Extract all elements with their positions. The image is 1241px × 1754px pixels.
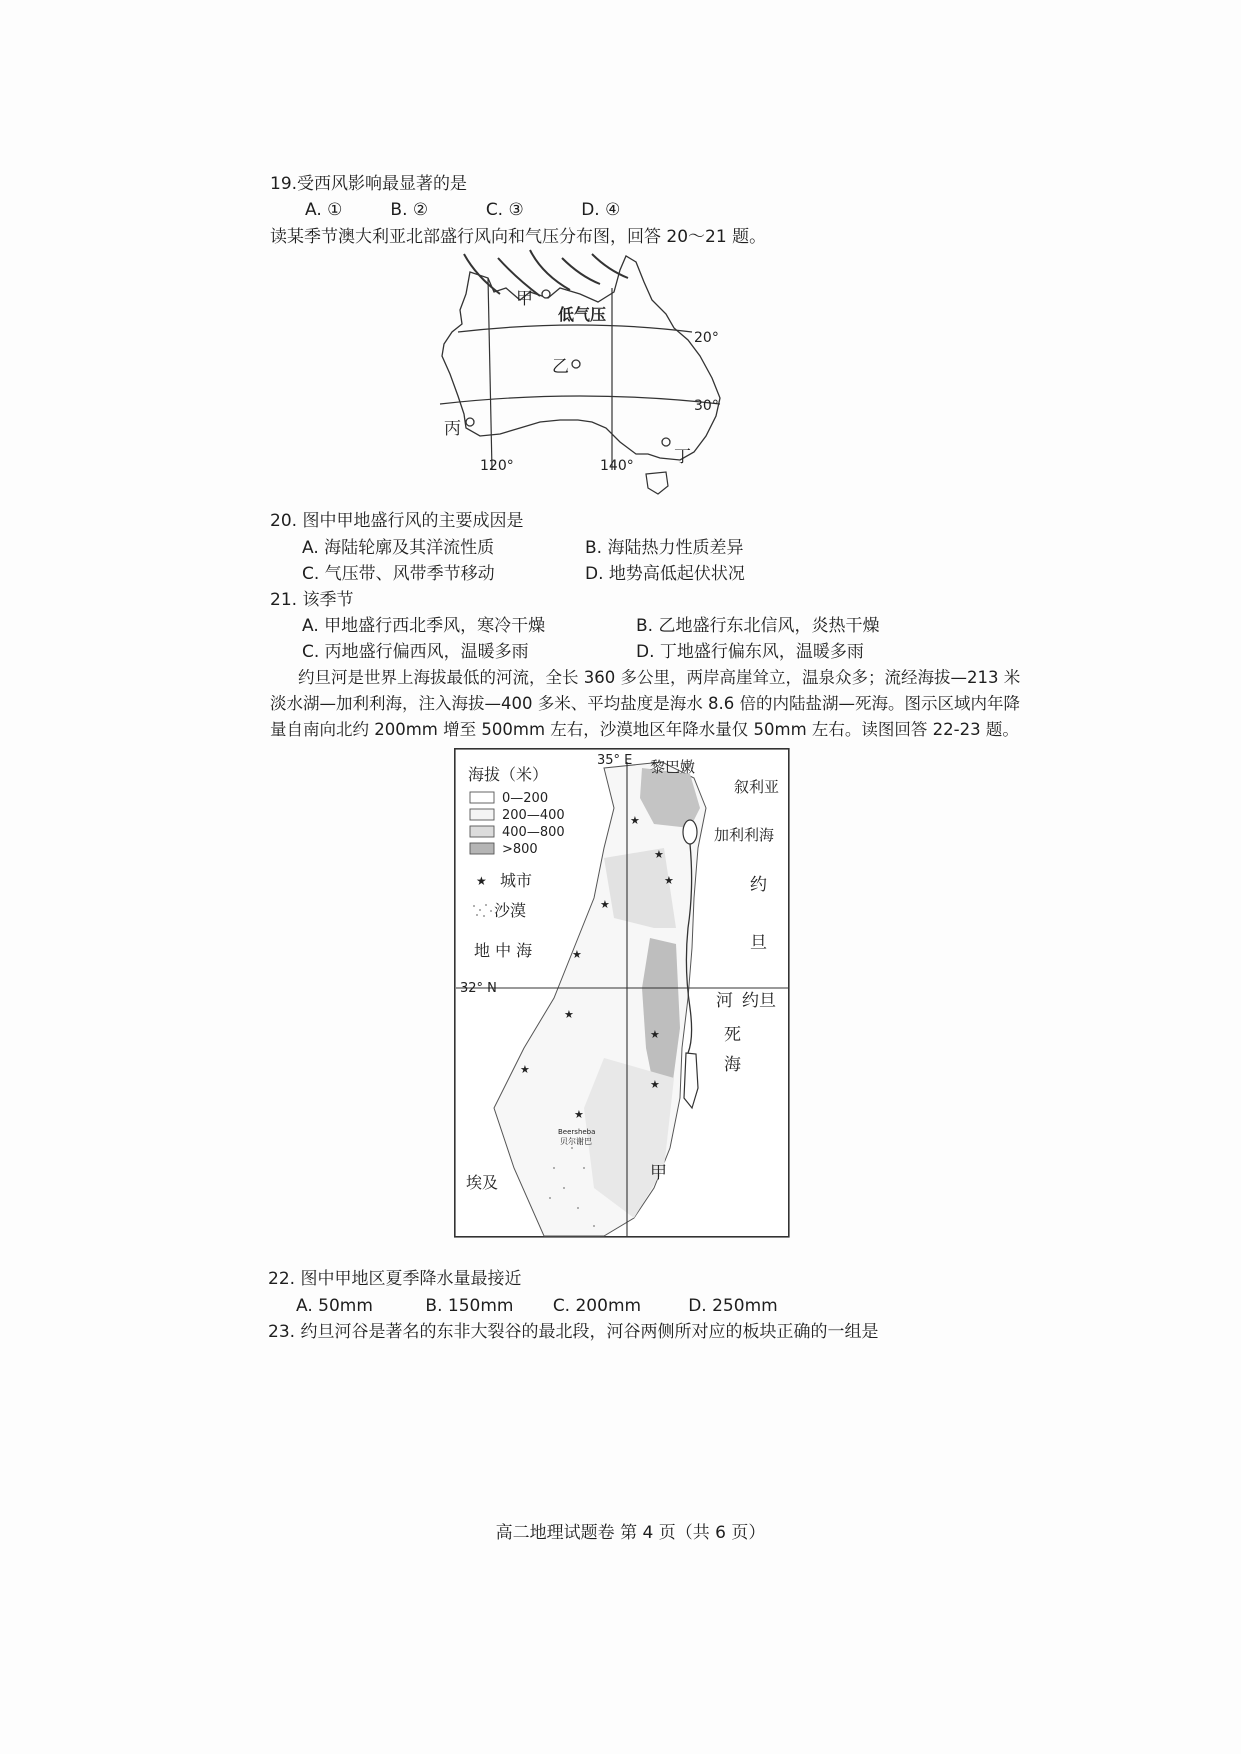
q20-stem: 20. 图中甲地盛行风的主要成因是 [270, 511, 524, 531]
label-egypt: 埃及 [466, 1173, 499, 1192]
q22-option-a: A. 50mm [296, 1296, 373, 1316]
lat-20-line [458, 325, 692, 332]
city-marker: ★ [630, 814, 640, 827]
point-bing [466, 418, 474, 426]
label-syria: 叙利亚 [734, 778, 780, 796]
label-lon-35: 35° E [597, 753, 633, 768]
city-marker: ★ [520, 1063, 530, 1076]
label-jordan-country: 约旦 [742, 991, 776, 1011]
label-dead-sea-1: 死 [724, 1025, 741, 1045]
city-marker: ★ [650, 1028, 660, 1041]
label-dead-sea-2: 海 [724, 1055, 741, 1075]
q19-option-d: D. ④ [581, 200, 621, 220]
label-beersheba-cn: 贝尔谢巴 [560, 1137, 592, 1146]
label-jia: 甲 [650, 1163, 667, 1183]
city-marker: ★ [654, 848, 664, 861]
australia-wind-map [430, 248, 760, 498]
australia-outline [442, 256, 720, 460]
wind-arrow [530, 250, 570, 290]
q21-stem: 21. 该季节 [270, 590, 354, 610]
lat-30-line [440, 396, 720, 404]
label-lebanon: 黎巴嫩 [650, 758, 696, 776]
tasmania-outline [646, 472, 668, 494]
legend-swatch-2 [470, 826, 494, 837]
label-lon-140: 140° [600, 458, 634, 474]
lon-120-line [488, 278, 492, 470]
label-lat-30: 30° [694, 398, 719, 414]
q19-stem: 19.受西风影响最显著的是 [270, 174, 468, 194]
q22-option-b: B. 150mm [425, 1296, 514, 1316]
jordan-river-map [454, 748, 790, 1238]
city-marker: ★ [572, 948, 582, 961]
q22-option-d: D. 250mm [688, 1296, 778, 1316]
q22-options [296, 1295, 778, 1317]
label-yi: 乙 [552, 357, 569, 377]
intro-20-21: 读某季节澳大利亚北部盛行风向和气压分布图，回答 20～21 题。 [270, 227, 767, 247]
q19-option-b: B. ② [390, 200, 429, 220]
q19-options [305, 199, 620, 221]
q21-option-d: D. 丁地盛行偏东风，温暖多雨 [636, 642, 864, 662]
legend-title: 海拔（米） [468, 765, 549, 784]
label-lat-32: 32° N [460, 981, 497, 996]
q19-option-c: C. ③ [485, 200, 524, 220]
label-ding: 丁 [674, 447, 691, 467]
q22-stem: 22. 图中甲地区夏季降水量最接近 [268, 1269, 522, 1289]
legend-city-icon: ★ [476, 874, 487, 888]
q20-option-a: A. 海陆轮廓及其洋流性质 [302, 538, 495, 558]
point-ding [662, 438, 670, 446]
q21-option-b: B. 乙地盛行东北信风，炎热干燥 [636, 616, 880, 636]
q21-option-c: C. 丙地盛行偏西风，温暖多雨 [302, 642, 529, 662]
city-marker: ★ [650, 1078, 660, 1091]
legend-item-0: 0—200 [502, 791, 549, 806]
label-low-pressure: 低气压 [558, 305, 607, 324]
q23-stem: 23. 约旦河谷是著名的东非大裂谷的最北段，河谷两侧所对应的板块正确的一组是 [268, 1322, 879, 1342]
label-jordan-river-1: 约 [750, 875, 767, 895]
label-lat-20: 20° [694, 330, 719, 346]
city-marker: ★ [664, 874, 674, 887]
legend-item-2: 400—800 [502, 825, 565, 840]
passage-line-2: 淡水湖—加利利海，注入海拔—400 多米、平均盐度是海水 8.6 倍的内陆盐湖—死海。图示区域内年降 [270, 694, 1020, 713]
city-marker: ★ [564, 1008, 574, 1021]
q21-option-a: A. 甲地盛行西北季风，寒冷干燥 [302, 616, 546, 636]
galilee-lake [683, 820, 697, 844]
page-footer: 高二地理试题卷 第 4 页（共 6 页） [495, 1523, 766, 1543]
q20-option-c: C. 气压带、风带季节移动 [302, 564, 495, 584]
q22-option-c: C. 200mm [552, 1296, 642, 1316]
city-marker: ★ [600, 898, 610, 911]
elevation-mid [604, 848, 676, 928]
q20-option-d: D. 地势高低起伏状况 [585, 564, 745, 584]
city-marker: ★ [574, 1108, 584, 1121]
point-yi [572, 360, 580, 368]
legend-swatch-3 [470, 843, 494, 854]
q19-option-a: A. ① [305, 200, 343, 220]
passage-line-1: 约旦河是世界上海拔最低的河流，全长 360 多公里，两岸高崖耸立，温泉众多；流经海拔—213 米 [298, 668, 1021, 687]
legend-swatch-0 [470, 792, 494, 803]
legend-swatch-1 [470, 809, 494, 820]
label-jia: 甲 [516, 289, 533, 309]
label-lon-120: 120° [480, 458, 514, 474]
label-galilee: 加利利海 [714, 826, 775, 844]
label-bing: 丙 [444, 419, 461, 439]
point-jia [542, 290, 550, 298]
label-beersheba: Beersheba [558, 1128, 596, 1136]
legend-item-3: >800 [502, 842, 538, 857]
label-mediterranean: 地 中 海 [474, 941, 533, 960]
wind-arrow [592, 254, 628, 278]
legend-city-label: 城市 [500, 871, 533, 890]
label-jordan-river-3: 河 [716, 991, 733, 1011]
q20-option-b: B. 海陆热力性质差异 [585, 538, 744, 558]
wind-arrow [562, 258, 600, 284]
passage-line-3: 量自南向北约 200mm 增至 500mm 左右，沙漠地区年降水量仅 50mm 左右。读图回答 22-23 题。 [270, 720, 1019, 739]
label-jordan-river-2: 旦 [750, 933, 767, 953]
legend-item-1: 200—400 [502, 808, 565, 823]
legend-desert-label: 沙漠 [494, 901, 527, 920]
